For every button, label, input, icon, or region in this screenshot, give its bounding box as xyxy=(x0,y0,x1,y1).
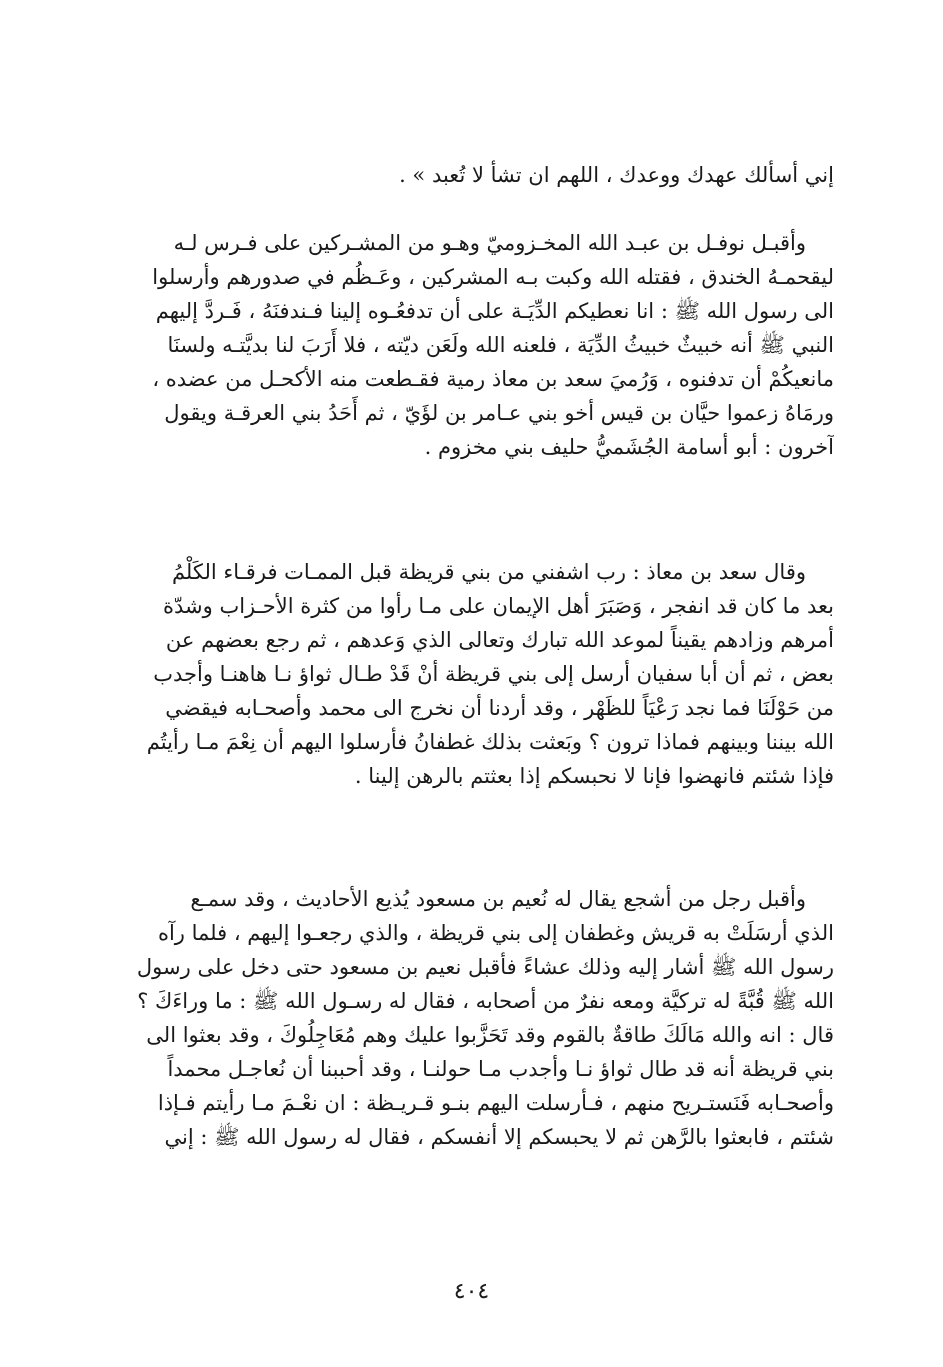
text-line: آخرون : أبو أسامة الجُشَميُّ حليف بني مخزوم . xyxy=(424,435,834,459)
text-line: وأقبل رجل من أشجع يقال له نُعيم بن مسعود يُذيع الأحاديث ، وقد سمـع xyxy=(190,887,806,911)
text-line: الى رسول الله ﷺ : انا نعطيكم الدِّيَـة على أن تدفعُـوه إلينا فـندفنَهُ ، فَـردَّ إليهم xyxy=(155,299,834,323)
text-line: من حَوْلَنَا فما نجد رَعْيَاً للظَهْر ، وقد أردنا أن نخرج الى محمد وأصحـابه فيقضي xyxy=(165,696,834,720)
text-line: بعض ، ثم أن أبا سفيان أرسل إلى بني قريظة أنْ قَدْ طـال ثواؤ نـا هاهنـا وأجدب xyxy=(153,662,834,686)
text-line: رسول الله ﷺ أشار إليه وذلك عشاءً فأقبل نعيم بن مسعود حتى دخل على رسول xyxy=(136,955,834,979)
text-line: إني أسألك عهدك ووعدك ، اللهم ان تشأ لا تُعبد » . xyxy=(399,163,834,187)
text-line: فإذا شئتم فانهضوا فإنا لا نحبسكم إذا بعثتم بالرهن إلينا . xyxy=(354,764,834,788)
paragraph-2 xyxy=(118,226,834,464)
text-line: وأقبـل نوفـل بن عبـد الله المخـزوميّ وهـو من المشـركين على فـرس لـه xyxy=(173,231,806,255)
page-number: ٤٠٤ xyxy=(453,1279,490,1304)
text-line: بني قريظة أنه قد طال ثواؤ نـا وأجدب مـا حولنـا ، وقد أحببنا أن نُعاجـل محمداً xyxy=(167,1057,834,1081)
text-line: وأصحـابه فَنَستـريح منهم ، فـأرسلت اليهم بنـو قـريـظة : ان نعْـمَ مـا رأيتم فـإذا xyxy=(157,1091,834,1115)
text-line: الذي أرسَلَتْ به قريش وغطفان إلى بني قريظة ، والذي رجعـوا إليهم ، فلما رآه xyxy=(157,921,834,945)
text-line: قال : انه والله مَالَكَ طاقةٌ بالقوم وقد تَحَزَّبوا عليك وهم مُعَاجِلُوكَ ، وقد بعثوا الى xyxy=(146,1023,834,1047)
text-line: شئتم ، فابعثوا بالرَّهن ثم لا يحبسكم إلا أنفسكم ، فقال له رسول الله ﷺ : إني xyxy=(164,1125,834,1149)
text-line: مانعيكُمْ أن تدفنوه ، وَرُميَ سعد بن معاذ رمية فقـطعت منه الأكحـل من عضده ، xyxy=(152,367,834,391)
text-line: وقال سعد بن معاذ : رب اشفني من بني قريظة قبل الممـات فرقـاء الكَلْمُ xyxy=(171,560,806,584)
text-line: الله بيننا وبينهم فماذا ترون ؟ وبَعثت بذلك غطفانُ فأرسلوا اليهم أن نِعْمَ مـا رأيتُم xyxy=(146,730,834,754)
text-line: بعد ما كان قد انفجر ، وَصَبَرَ أهل الإيمان على مـا رأوا من كثرة الأحـزاب وشدّة xyxy=(163,594,834,618)
text-line: ورمَاهُ زعموا حيَّان بن قيس أخو بني عـامر بن لؤَيّ ، ثم أَحَدُ بني العرقـة ويقول xyxy=(164,401,834,425)
paragraph-4 xyxy=(118,882,834,1154)
text-line: ليقحمـهُ الخندق ، فقتله الله وكبت بـه المشركين ، وعَـظُم في صدورهم وأرسلوا xyxy=(152,265,834,289)
paragraph-1 xyxy=(118,158,834,192)
paragraph-3 xyxy=(118,555,834,793)
text-line: النبي ﷺ أنه خبيثٌ خبيثُ الدِّيَة ، فلعنه الله ولَعَن ديّته ، فلا أَرَبَ لنا بديَّتـه ولسنَا xyxy=(167,333,834,357)
text-line: أمرهم وزادهم يقيناً لموعد الله تبارك وتعالى الذي وَعدهم ، ثم رجع بعضهم عن xyxy=(165,628,834,652)
text-line: الله ﷺ قُبَّةً له تركيَّة ومعه نفرٌ من أصحابه ، فقال له رسـول الله ﷺ : ما وراءَكَ ؟ xyxy=(137,989,834,1013)
